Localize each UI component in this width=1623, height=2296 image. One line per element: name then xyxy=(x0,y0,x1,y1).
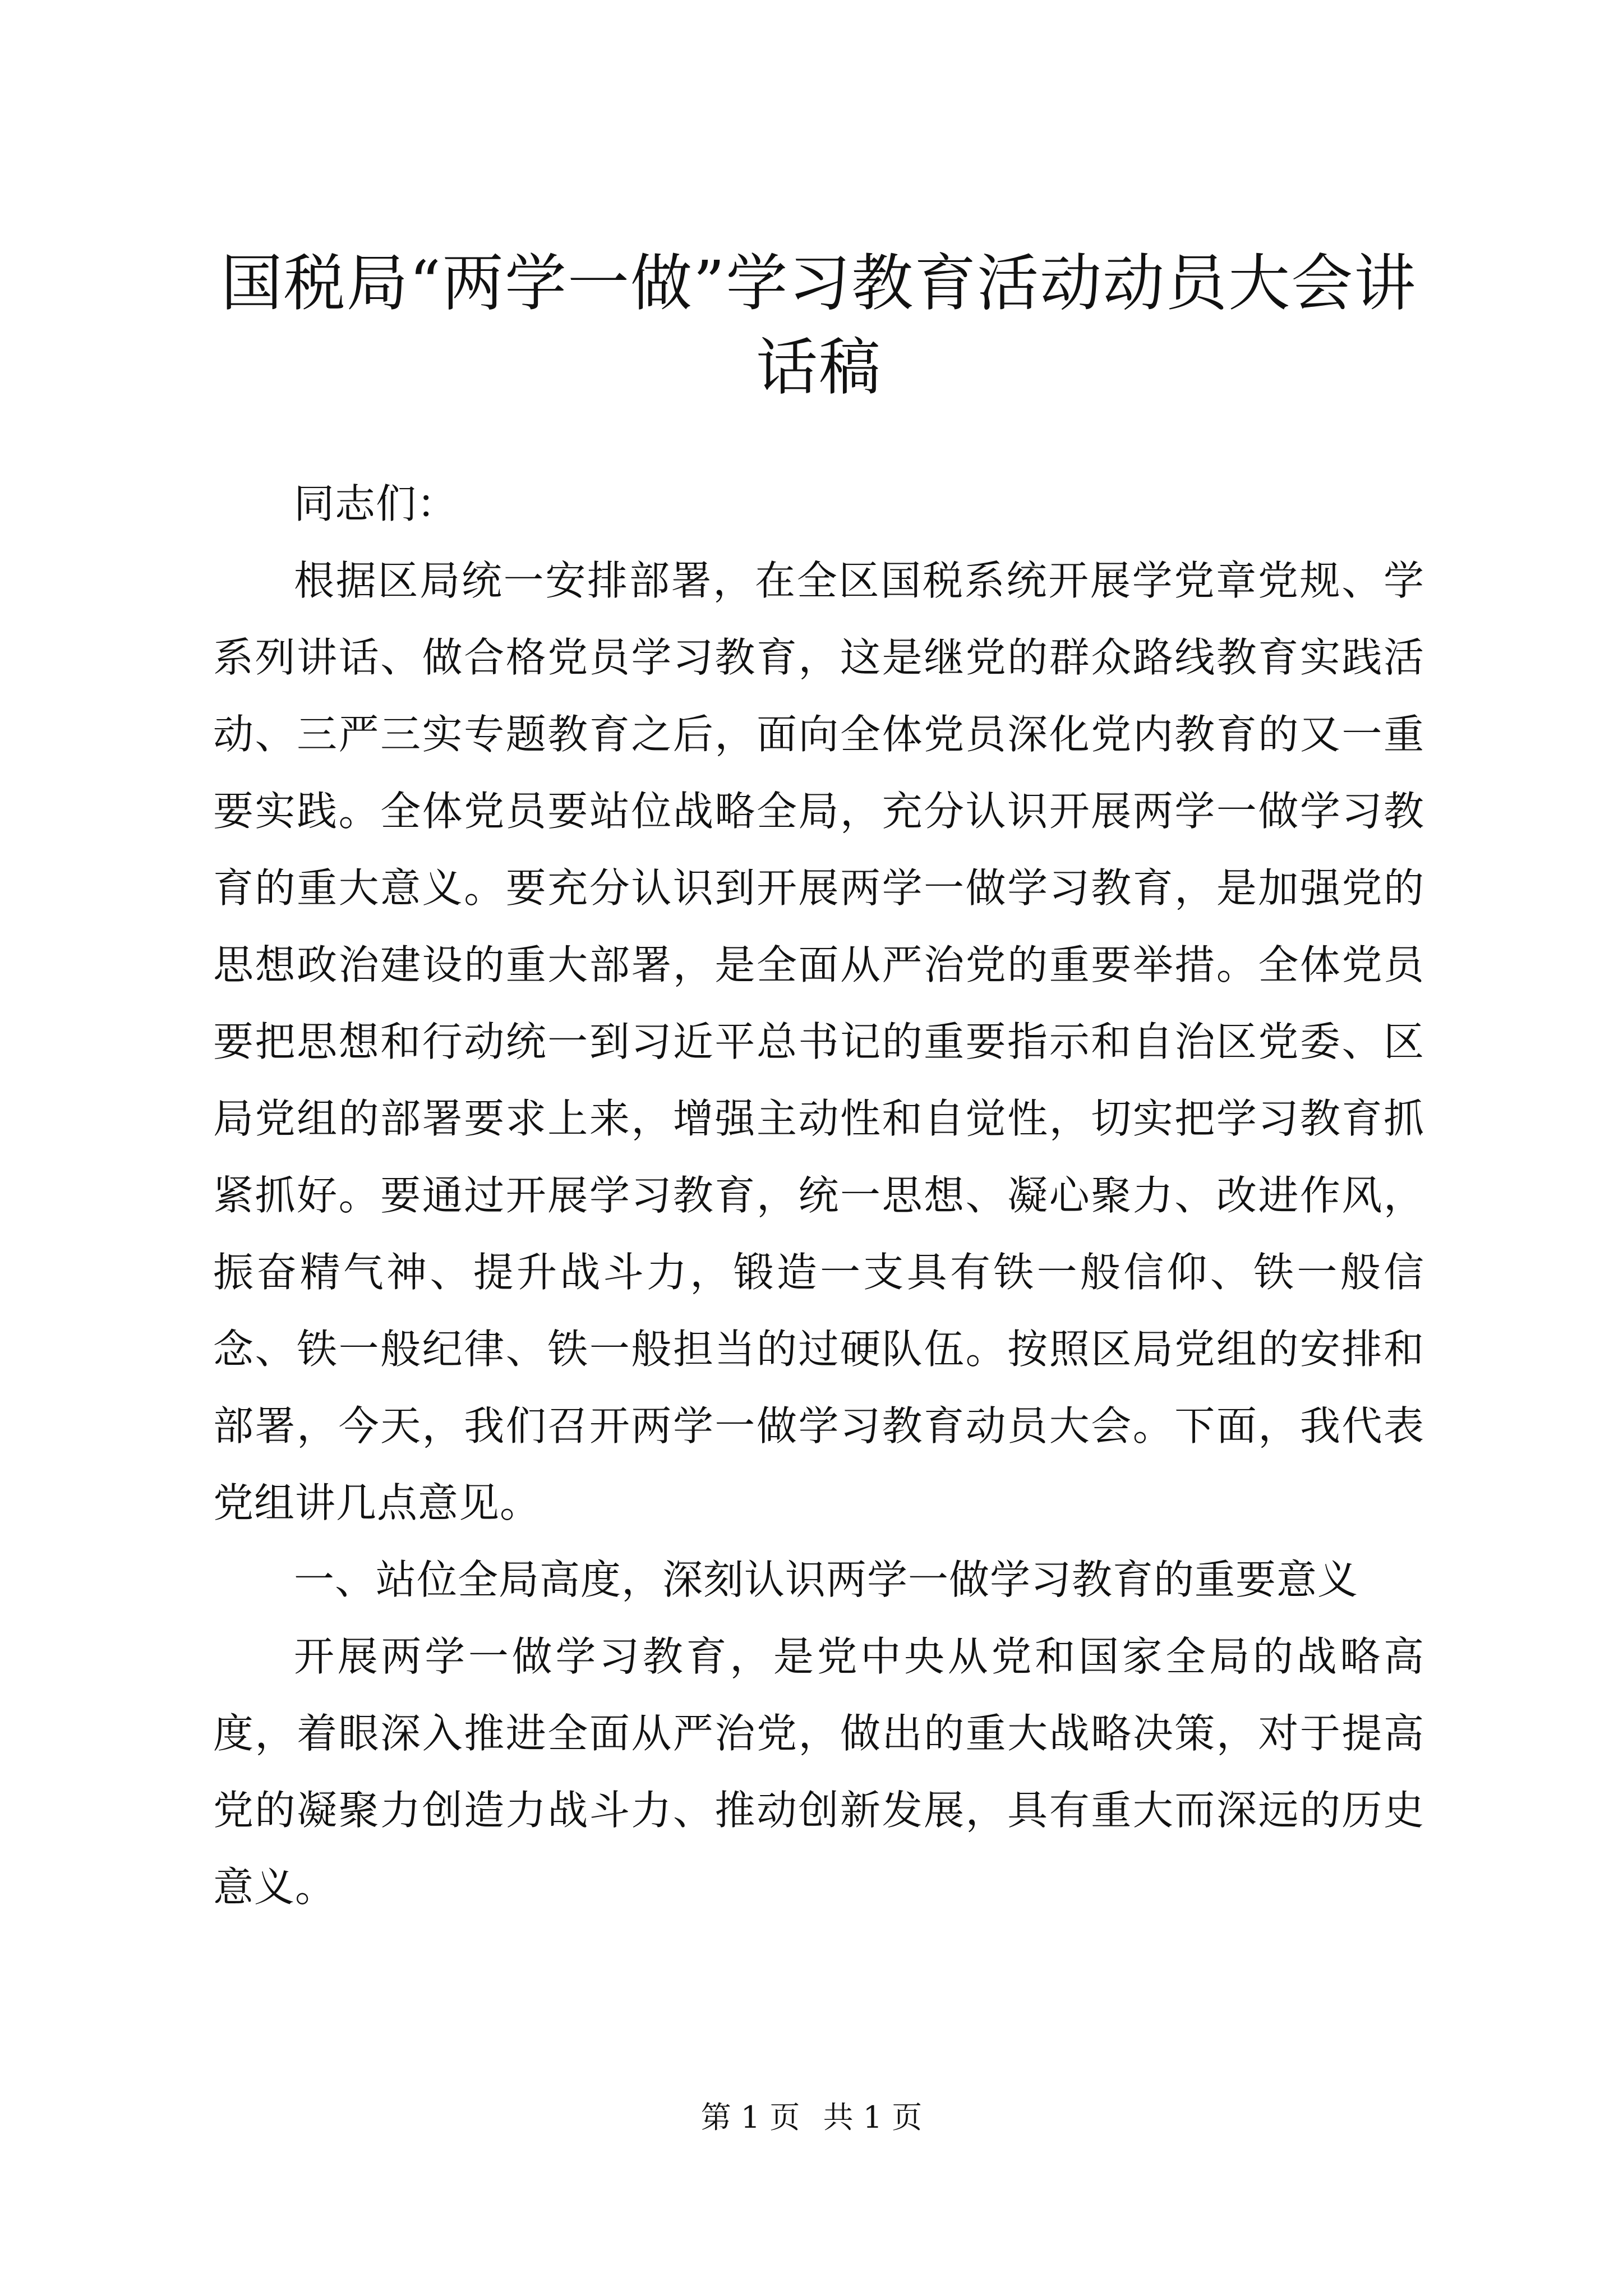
salutation: 同志们： xyxy=(294,480,458,527)
body-paragraph: 根据区局统一安排部署，在全区国税系统开展学党章党规、学系列讲话、做合格党员学习教育，这是继党的群众路线教育实践活动、三严三实专题教育之后，面向全体党员深化党内教育的又一重要实践。全体党员要站位战略全局，充分认识开展两学一做学习教育的重大意义。要充分认识到开展两学一做学习教育，是加强党的思想政治建设的重大部署，是全面从严治党的重要举措。全体党员要把思想和行动统一到习近平总书记的重要指示和自治区党委、区局党组的部署要求上来，增强主动性和自觉性，切实把学习教育抓紧抓好。要通过开展学习教育，统一思想、凝心聚力、改进作风，振奋精气神、提升战斗力，锻造一支具有铁一般信仰、铁一般信念、铁一般纪律、铁一般担当的过硬队伍。按照区局党组的安排和部署，今天，我们召开两学一做学习教育动员大会。下面，我代表党组讲几点意见。 xyxy=(213,557,1424,1526)
document-title xyxy=(213,241,1424,409)
document-title-line-2: 话稿 xyxy=(756,332,882,403)
document-title-line-1: 国税局“两学一做”学习教育活动动员大会讲 xyxy=(220,247,1417,319)
document-body xyxy=(213,466,1424,1926)
body-paragraph: 开展两学一做学习教育，是党中央从党和国家全局的战略高度，着眼深入推进全面从严治党，做出的重大战略决策，对于提高党的凝聚力创造力战斗力、推动创新发展，具有重大而深远的历史意义。 xyxy=(213,1633,1424,1911)
section-heading: 一、站位全局高度，深刻认识两学一做学习教育的重要意义 xyxy=(294,1556,1359,1603)
page-number: 第 1 页 xyxy=(700,2100,800,2135)
page-total: 共 1 页 xyxy=(823,2100,923,2135)
page-footer xyxy=(0,2098,1623,2137)
